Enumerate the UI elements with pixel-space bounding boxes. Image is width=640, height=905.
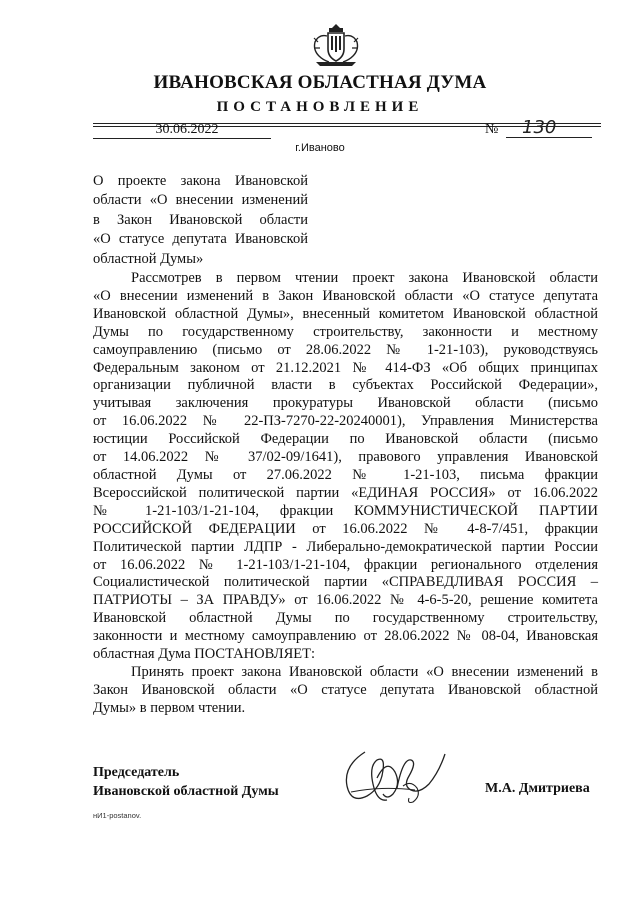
body-line: областная Дума ПОСТАНОВЛЯЕТ: (93, 646, 315, 663)
document-city: г.Иваново (295, 142, 345, 154)
body-line: от 14.06.2022 № 37/02-09/1641), правового управления Ивановской (93, 449, 598, 466)
body-line: Ивановской областной Думы по государственному строительству, (93, 610, 598, 627)
file-reference: нИ1-postanov. (93, 811, 142, 820)
body-line: Всероссийской политической партии «ЕДИНАЯ РОССИЯ» от 16.06.2022 (93, 484, 598, 501)
subject-line: области «О внесении изменений (93, 192, 308, 209)
body-line: Рассмотрев в первом чтении проект закона Ивановской области (131, 270, 598, 286)
document-type: ПОСТАНОВЛЕНИЕ (216, 99, 424, 115)
body-line: областной Думы от 27.06.2022 № 1-21-103, письма фракции (93, 466, 598, 483)
organization-name: ИВАНОВСКАЯ ОБЛАСТНАЯ ДУМА (153, 72, 487, 93)
subject-line: в Закон Ивановской области (93, 211, 308, 228)
subject-line: О проекте закона Ивановской (93, 173, 308, 189)
signatory-title (93, 763, 279, 801)
body-line: от 16.06.2022 № 22-ПЗ-7270-22-20240001), Управления Министерства (93, 413, 598, 430)
signatory-title-line2: Ивановской областной Думы (93, 784, 279, 799)
body-line: организации публичной власти в субъектах Российской Федерации», (93, 377, 598, 394)
subject-line: «О статусе депутата Ивановской (93, 231, 308, 248)
body-line: Думы по государственному строительству, законности и местному (93, 323, 598, 340)
body-line: Принять проект закона Ивановской области «О внесении изменений в (131, 663, 598, 680)
body-line: Закон Ивановской области «О статусе депутата Ивановской областной (93, 681, 598, 698)
body-line: от 16.06.2022 № 1-21-103/1-21-104, фракции регионального отделения (93, 556, 598, 573)
body-line: Социалистической политической партии «СПРАВЕДЛИВАЯ РОССИЯ – (93, 574, 598, 591)
body-line: законности и местному самоуправлению от 28.06.2022 № 08-04, Ивановская (93, 628, 598, 645)
body-line: Думы» в первом чтении. (93, 699, 246, 716)
body-line: самоуправлению (письмо от 28.06.2022 № 1-21-103), руководствуясь (93, 341, 598, 358)
document-subject (93, 172, 308, 269)
body-line: Федеральным законом от 21.12.2021 № 414-ФЗ «Об общих принципах (93, 359, 598, 376)
handwritten-signature-icon (337, 748, 447, 810)
body-line: юстиции Российской Федерации по Ивановской области (письмо (93, 431, 598, 448)
body-line: «О внесении изменений в Закон Ивановской области «О статусе депутата (93, 287, 598, 304)
signatory-name: М.А. Дмитриева (485, 781, 590, 796)
body-line: Политической партии ЛДПР - Либерально-демократической партии России (93, 538, 598, 555)
body-line: Ивановской областной Думы», внесенный комитетом Ивановской областной (93, 305, 598, 322)
document-number-label: № (485, 122, 499, 137)
coat-of-arms-icon (310, 22, 362, 68)
document-date: 30.06.2022 (93, 121, 271, 139)
subject-line: областной Думы» (93, 250, 204, 267)
body-line: учитывая заключения прокуратуры Ивановской области (письмо (93, 395, 598, 412)
document-body (93, 270, 598, 718)
body-line: № 1-21-103/1-21-104, фракции КОММУНИСТИЧЕСКОЙ ПАРТИИ (93, 502, 598, 519)
signatory-title-line1: Председатель (93, 765, 180, 780)
document-number: 130 (506, 117, 592, 138)
body-line: ПАТРИОТЫ – ЗА ПРАВДУ» от 16.06.2022 № 4-6-5-20, решение комитета (93, 592, 598, 609)
body-line: РОССИЙСКОЙ ФЕДЕРАЦИИ от 16.06.2022 № 4-8-7/451, фракции (93, 520, 598, 537)
